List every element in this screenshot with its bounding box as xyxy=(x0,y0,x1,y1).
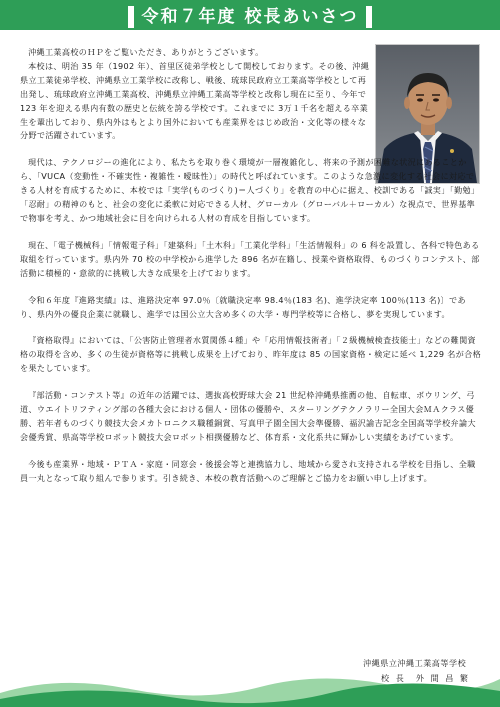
page-title: 令和７年度 校長あいさつ xyxy=(0,5,500,29)
principal-name: 校 長 外 間 昌 繁 xyxy=(381,673,470,683)
paragraph-departments: 現在、「電子機械科」「情報電子科」「建築科」「土木科」「工業化学科」「生活情報科」の 6 科を設置し、各科で特色ある取組を行っています。県内外 70 校の中学校から進学した 896 名が在籍し、授業や資格取得、ものづくりコンテスト、部活動に積極的・意欲的に挑戦し大きな成果を上げております。 xyxy=(20,239,480,278)
paragraph-intro: 沖縄工業高校のＨＰをご覧いただき、ありがとうございます。 xyxy=(28,47,264,57)
paragraph-career-results: 令和６年度『進路実績』は、進路決定率 97.0％〔就職決定率 98.4％(183 名)、進学決定率 100％(113 名)〕であり、県内外の優良企業に就職し、進学では国公立大含め多くの大学・専門学校等に合格し、夢を実現しています。 xyxy=(20,294,466,319)
paragraph-history: 本校は、明治 35 年（1902 年）、首里区徒弟学校として開校しております。その後、沖縄県立工業徒弟学校、沖縄県立工業学校に改称し、戦後、琉球民政府立工業高等学校として再出発し、琉球政府立沖縄工業高校、沖縄県立沖縄工業高等学校と改称し現在に至り、今年で 123 年を迎える県内有数の歴史と伝統を誇る学校です。これまでに 3万１千名を超える卒業生を輩出しており、県内外はもとより国外においても産業界をはじめ政治・文化等の様々な分野で活躍されています。 xyxy=(20,60,370,141)
paragraph-club-activities: 『部活動・コンテスト等』の近年の活躍では、選抜高校野球大会 21 世紀枠沖縄県推薦の他、自転車、ボウリング、弓道、ウエイトリフティング部の各種大会における個人・団体の優勝や、スターリングテクノラリー全国大会ＭＡクラス優勝、若年者ものづくり競技大会メカトロニクス職種銅賞、写真甲子園全国大会準優勝、福沢諭吉記念全国高等学校弁論大会優秀賞、県高等学校ロボット競技大会ロボット相撲優勝など、体育系・文化系共に輝かしい実績をあげています。 xyxy=(20,390,476,442)
greeting-body xyxy=(20,46,482,486)
paragraph-qualifications: 『資格取得』においては、「公害防止管理者水質関係４種」や「応用情報技術者」「２級機械検査技能士」などの難関資格の取得を含め、多くの生徒が資格等に挑戦し成果を上げており、昨年度は 85 の国家資格・検定に延べ 1,229 名が合格を果たしています。 xyxy=(20,335,482,374)
paragraph-vision: 現代は、テクノロジーの進化により、私たちを取り巻く環境が一層複雑化し、将来の予測が困難な状況にあることから、「VUCA（変動性・不確実性・複雑性・曖昧性）」の時代と呼ばれています。このような急激に変化する社会に対応できる人材を育成するために、本校では「実学(ものづくり)＝人づくり」を教育の中心に据え、校訓である「誠実」「勤勉」「忍耐」の精神のもと、社会の変化に柔軟に対応できる人材、グローカル（グローバル＋ローカル）な視点で、世界基準で物事を考え、かつ地域社会に目を向けられる人材の育成を目指しています。 xyxy=(20,157,480,223)
school-name: 沖縄県立沖縄工業高等学校 xyxy=(363,658,467,668)
paragraph-closing: 今後も産業界・地域・ＰＴＡ・家庭・同窓会・後援会等と連携協力し、地域から愛され支持される学校を目指し、全職員一丸となって取り組んで参ります。引き続き、本校の教育活動へのご理解とご協力をお願い申し上げます。 xyxy=(20,458,476,483)
bottom-wave-decoration xyxy=(0,665,500,707)
